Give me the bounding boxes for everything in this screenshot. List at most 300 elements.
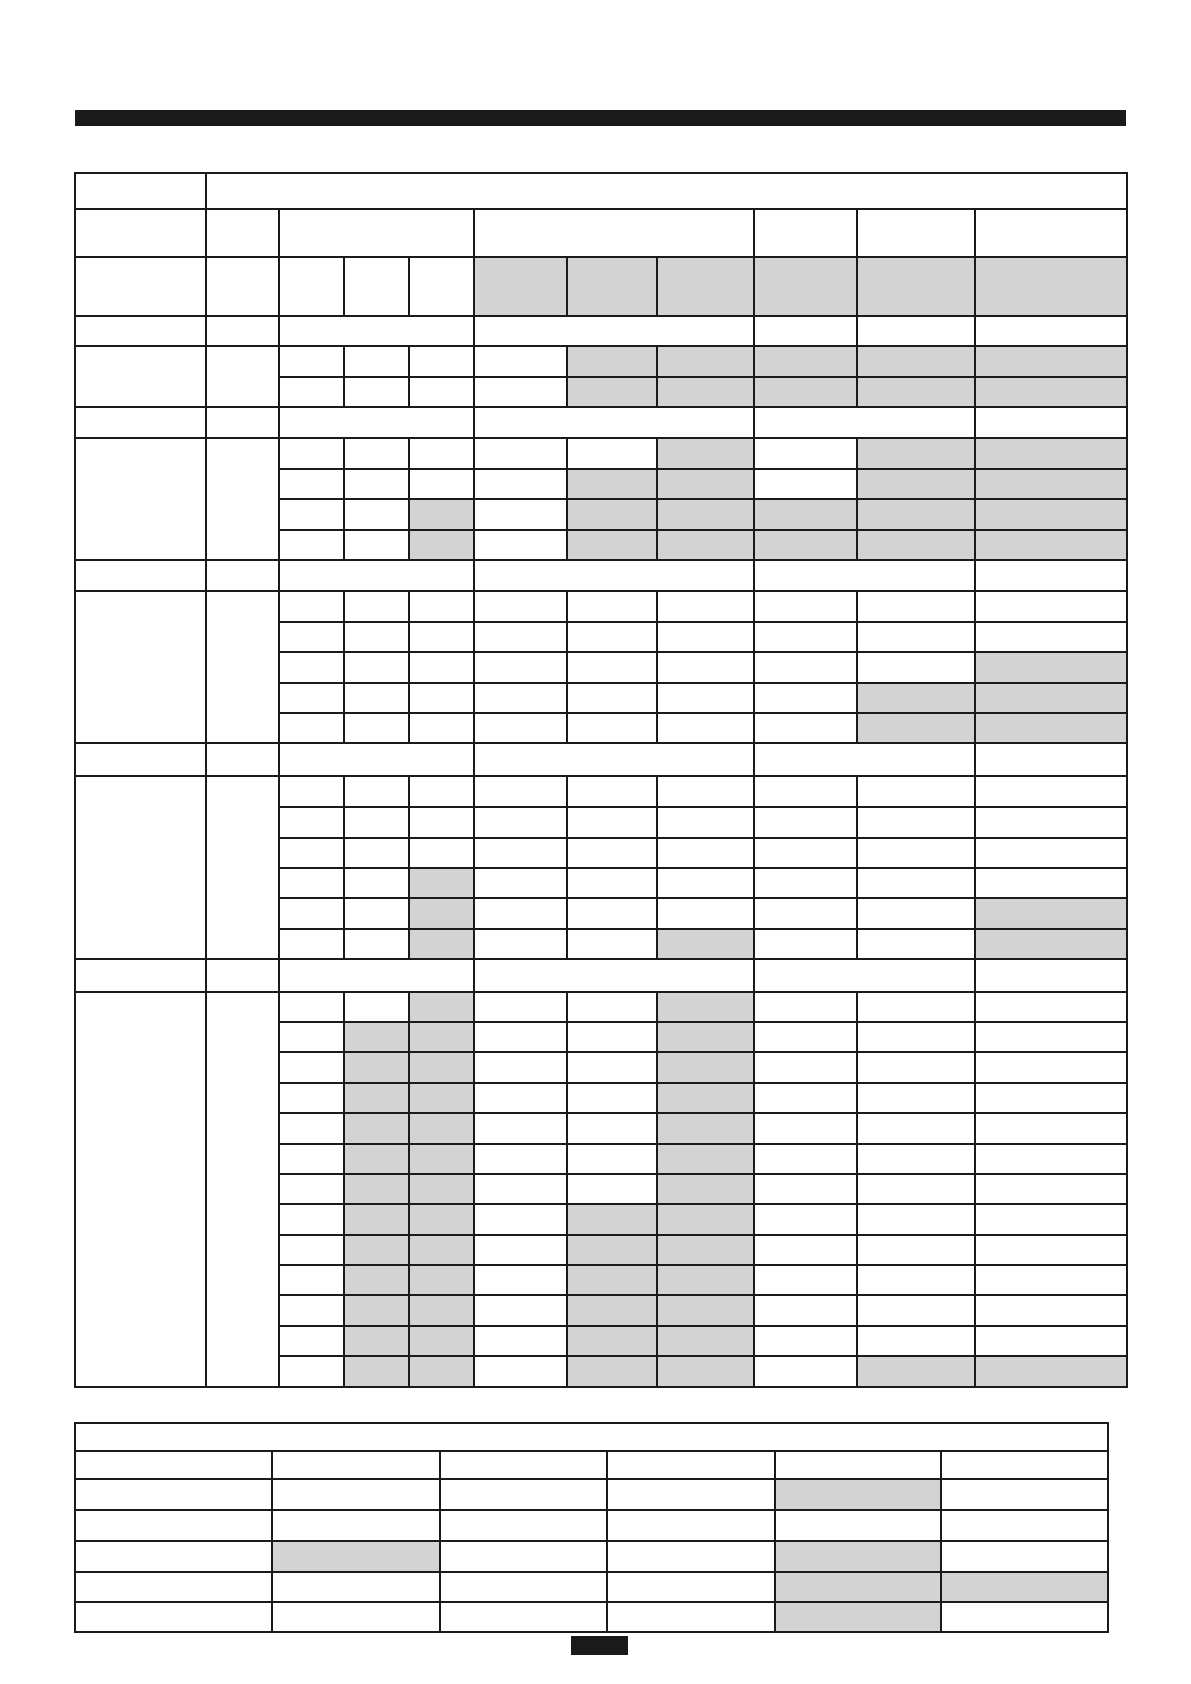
table-cell [657, 868, 754, 898]
table-cell [754, 807, 857, 837]
table-cell [344, 683, 409, 713]
table-cell [206, 257, 279, 316]
shaded-cell [409, 1356, 474, 1387]
table-row [75, 1479, 1108, 1510]
shaded-cell [975, 929, 1127, 959]
table-cell [409, 591, 474, 621]
table-cell [474, 838, 567, 868]
table-cell [206, 209, 279, 257]
table-cell [857, 838, 975, 868]
table-cell [474, 407, 754, 438]
table-cell [206, 959, 279, 991]
table-cell [279, 591, 344, 621]
table-cell [754, 1295, 857, 1325]
table-cell [279, 807, 344, 837]
table-cell [975, 1144, 1127, 1174]
table-cell [941, 1479, 1108, 1510]
table-cell [657, 807, 754, 837]
shaded-cell [344, 1326, 409, 1356]
shaded-cell [975, 499, 1127, 529]
table-cell [474, 743, 754, 775]
shaded-cell [567, 346, 657, 376]
table-cell [474, 1265, 567, 1295]
shaded-cell [754, 499, 857, 529]
table-cell [754, 776, 857, 807]
shaded-cell [657, 1174, 754, 1204]
table-cell [474, 1326, 567, 1356]
table-cell [75, 407, 206, 438]
shaded-cell [344, 1144, 409, 1174]
table-cell [857, 992, 975, 1022]
table-cell [975, 1052, 1127, 1082]
table-cell [344, 377, 409, 407]
table-cell [975, 209, 1127, 257]
table-cell [279, 776, 344, 807]
table-cell [75, 438, 206, 560]
table-cell [754, 1022, 857, 1052]
table-cell [754, 992, 857, 1022]
table-cell [754, 1356, 857, 1387]
table-cell [754, 560, 975, 591]
table-cell [75, 1479, 272, 1510]
table-cell [344, 530, 409, 560]
shaded-cell [657, 1144, 754, 1174]
shaded-cell [567, 1235, 657, 1265]
table-cell [206, 173, 1127, 209]
shaded-cell [657, 1326, 754, 1356]
table-cell [975, 1265, 1127, 1295]
table-row [75, 1602, 1108, 1632]
table-cell [75, 346, 206, 407]
shaded-cell [775, 1572, 941, 1602]
table-cell [279, 838, 344, 868]
table-cell [206, 316, 279, 346]
table-cell [474, 1144, 567, 1174]
table-cell [75, 209, 206, 257]
table-cell [344, 929, 409, 959]
table-cell [279, 713, 344, 743]
table-cell [975, 959, 1127, 991]
shaded-cell [857, 1356, 975, 1387]
table-cell [75, 776, 206, 959]
shaded-cell [975, 898, 1127, 928]
table-cell [754, 1144, 857, 1174]
shaded-cell [344, 1052, 409, 1082]
table-cell [857, 776, 975, 807]
table-cell [567, 591, 657, 621]
table-cell [279, 929, 344, 959]
table-cell [440, 1479, 607, 1510]
shaded-cell [567, 1204, 657, 1234]
shaded-cell [344, 1235, 409, 1265]
table-cell [344, 807, 409, 837]
table-row [75, 1451, 1108, 1479]
table-cell [857, 1174, 975, 1204]
shaded-cell [567, 1326, 657, 1356]
table-row [75, 1572, 1108, 1602]
table-cell [975, 776, 1127, 807]
table-cell [975, 807, 1127, 837]
table-cell [279, 1174, 344, 1204]
table-cell [279, 743, 474, 775]
table-cell [474, 868, 567, 898]
shaded-cell [657, 1265, 754, 1295]
shaded-cell [567, 1265, 657, 1295]
table-cell [344, 499, 409, 529]
table-cell [409, 652, 474, 682]
table-cell [75, 1423, 1108, 1451]
table-cell [279, 1235, 344, 1265]
shaded-cell [975, 438, 1127, 468]
table-row [75, 346, 1127, 376]
table-cell [754, 1265, 857, 1295]
table-cell [975, 838, 1127, 868]
table-cell [279, 1144, 344, 1174]
table-cell [344, 898, 409, 928]
table-cell [857, 1235, 975, 1265]
table-cell [754, 407, 975, 438]
table-cell [272, 1602, 440, 1632]
table-cell [474, 438, 567, 468]
table-cell [409, 377, 474, 407]
table-cell [754, 1204, 857, 1234]
table-cell [474, 898, 567, 928]
shaded-cell [344, 1083, 409, 1113]
table-cell [474, 1235, 567, 1265]
shaded-cell [657, 438, 754, 468]
table-cell [279, 499, 344, 529]
table-cell [75, 173, 206, 209]
table-cell [754, 1174, 857, 1204]
shaded-cell [754, 530, 857, 560]
table-cell [567, 929, 657, 959]
table-cell [75, 1541, 272, 1572]
shaded-cell [975, 1356, 1127, 1387]
shaded-cell [409, 1113, 474, 1143]
table-cell [754, 1052, 857, 1082]
table-cell [567, 868, 657, 898]
summary-table [74, 1422, 1109, 1633]
table-cell [567, 1083, 657, 1113]
table-row [75, 1423, 1108, 1451]
table-cell [474, 713, 567, 743]
shaded-cell [344, 1295, 409, 1325]
table-cell [409, 438, 474, 468]
table-cell [975, 1174, 1127, 1204]
table-cell [272, 1479, 440, 1510]
table-cell [474, 1022, 567, 1052]
table-cell [409, 776, 474, 807]
table-cell [279, 1265, 344, 1295]
table-cell [279, 560, 474, 591]
shaded-cell [409, 1052, 474, 1082]
table-cell [657, 683, 754, 713]
shaded-cell [409, 530, 474, 560]
table-cell [975, 622, 1127, 652]
table-cell [474, 469, 567, 499]
table-cell [279, 469, 344, 499]
shaded-cell [344, 1265, 409, 1295]
table-cell [206, 407, 279, 438]
table-cell [474, 992, 567, 1022]
table-row [75, 992, 1127, 1022]
shaded-cell [857, 713, 975, 743]
table-cell [567, 838, 657, 868]
shaded-cell [409, 1265, 474, 1295]
shaded-cell [657, 1113, 754, 1143]
table-cell [272, 1451, 440, 1479]
section-label-row [75, 560, 1127, 591]
shaded-cell [409, 1204, 474, 1234]
table-cell [344, 868, 409, 898]
table-cell [474, 209, 754, 257]
table-cell [567, 257, 657, 316]
table-cell [474, 683, 567, 713]
table-cell [567, 713, 657, 743]
table-cell [440, 1510, 607, 1541]
table-cell [279, 992, 344, 1022]
table-cell [279, 316, 474, 346]
table-cell [607, 1451, 775, 1479]
table-cell [344, 622, 409, 652]
table-cell [474, 591, 567, 621]
table-cell [344, 776, 409, 807]
table-cell [857, 622, 975, 652]
table-cell [279, 652, 344, 682]
table-cell [279, 377, 344, 407]
table-cell [754, 591, 857, 621]
table-cell [975, 1022, 1127, 1052]
table-cell [474, 1174, 567, 1204]
table-cell [409, 346, 474, 376]
table-cell [206, 743, 279, 775]
table-cell [857, 1052, 975, 1082]
table-cell [279, 407, 474, 438]
shaded-cell [409, 992, 474, 1022]
table-cell [754, 929, 857, 959]
shaded-cell [775, 1602, 941, 1632]
table-cell [657, 838, 754, 868]
shaded-cell [409, 1326, 474, 1356]
table-cell [279, 257, 344, 316]
table-cell [474, 316, 754, 346]
shaded-cell [409, 1083, 474, 1113]
table-cell [857, 868, 975, 898]
shaded-cell [754, 377, 857, 407]
table-cell [344, 713, 409, 743]
shaded-cell [657, 469, 754, 499]
table-cell [754, 316, 857, 346]
table-cell [440, 1541, 607, 1572]
table-cell [754, 868, 857, 898]
table-cell [279, 898, 344, 928]
table-cell [775, 1510, 941, 1541]
table-cell [754, 959, 975, 991]
table-cell [206, 438, 279, 560]
table-cell [567, 1144, 657, 1174]
table-cell [607, 1510, 775, 1541]
table-cell [279, 1113, 344, 1143]
table-cell [279, 438, 344, 468]
table-cell [657, 257, 754, 316]
table-cell [567, 652, 657, 682]
shaded-cell [657, 499, 754, 529]
shaded-cell [975, 377, 1127, 407]
table-cell [344, 346, 409, 376]
shaded-cell [657, 346, 754, 376]
table-cell [754, 652, 857, 682]
shaded-cell [567, 530, 657, 560]
table-cell [474, 499, 567, 529]
table-cell [279, 1295, 344, 1325]
table-cell [409, 469, 474, 499]
table-cell [657, 591, 754, 621]
table-cell [975, 560, 1127, 591]
table-cell [975, 868, 1127, 898]
table-cell [567, 622, 657, 652]
table-cell [279, 1052, 344, 1082]
shaded-cell [857, 683, 975, 713]
table-cell [567, 776, 657, 807]
table-cell [857, 1204, 975, 1234]
table-cell [941, 1451, 1108, 1479]
table-cell [206, 560, 279, 591]
table-row [75, 173, 1127, 209]
table-cell [474, 807, 567, 837]
shaded-cell [344, 1204, 409, 1234]
table-cell [474, 1295, 567, 1325]
table-cell [344, 591, 409, 621]
table-cell [279, 346, 344, 376]
table-cell [279, 868, 344, 898]
shaded-cell [857, 346, 975, 376]
table-cell [754, 683, 857, 713]
table-cell [657, 898, 754, 928]
table-cell [567, 898, 657, 928]
table-cell [474, 776, 567, 807]
shaded-cell [567, 469, 657, 499]
shaded-cell [975, 683, 1127, 713]
table-cell [474, 530, 567, 560]
table-cell [272, 1510, 440, 1541]
table-cell [474, 1083, 567, 1113]
table-cell [975, 992, 1127, 1022]
table-cell [279, 1356, 344, 1387]
table-cell [754, 713, 857, 743]
table-cell [75, 959, 206, 991]
table-cell [857, 209, 975, 257]
table-cell [279, 209, 474, 257]
table-cell [754, 1235, 857, 1265]
table-cell [344, 438, 409, 468]
page-number-tab [571, 1636, 628, 1655]
table-cell [775, 1451, 941, 1479]
table-cell [941, 1541, 1108, 1572]
table-cell [279, 1022, 344, 1052]
table-row [75, 1541, 1108, 1572]
table-cell [754, 622, 857, 652]
shaded-cell [657, 1356, 754, 1387]
shaded-cell [657, 1083, 754, 1113]
table-cell [279, 683, 344, 713]
shaded-cell [857, 438, 975, 468]
table-cell [754, 838, 857, 868]
table-cell [975, 316, 1127, 346]
header-rule [75, 110, 1126, 126]
shaded-cell [657, 1052, 754, 1082]
table-cell [567, 1022, 657, 1052]
table-row [75, 776, 1127, 807]
table-cell [440, 1572, 607, 1602]
table-cell [975, 743, 1127, 775]
table-cell [75, 1572, 272, 1602]
table-cell [857, 1022, 975, 1052]
shaded-cell [657, 1295, 754, 1325]
table-row [75, 591, 1127, 621]
table-cell [279, 1204, 344, 1234]
table-cell [857, 929, 975, 959]
shaded-cell [409, 1022, 474, 1052]
table-cell [754, 898, 857, 928]
table-row [75, 209, 1127, 257]
shaded-cell [409, 1235, 474, 1265]
table-cell [857, 1144, 975, 1174]
table-cell [344, 838, 409, 868]
table-cell [206, 591, 279, 743]
table-cell [279, 530, 344, 560]
table-cell [941, 1602, 1108, 1632]
shaded-cell [857, 499, 975, 529]
table-cell [657, 652, 754, 682]
shaded-cell [775, 1479, 941, 1510]
section-label-row [75, 407, 1127, 438]
table-cell [857, 316, 975, 346]
table-cell [344, 257, 409, 316]
table-cell [567, 807, 657, 837]
table-cell [567, 992, 657, 1022]
shaded-cell [344, 1174, 409, 1204]
table-cell [279, 1326, 344, 1356]
table-cell [409, 683, 474, 713]
shaded-cell [567, 377, 657, 407]
shaded-cell [409, 499, 474, 529]
table-cell [474, 959, 754, 991]
table-cell [857, 1326, 975, 1356]
shaded-cell [975, 713, 1127, 743]
shaded-cell [657, 1022, 754, 1052]
shaded-cell [344, 1022, 409, 1052]
table-cell [754, 1326, 857, 1356]
table-row [75, 257, 1127, 316]
table-cell [754, 209, 857, 257]
table-cell [409, 838, 474, 868]
table-cell [474, 1113, 567, 1143]
table-cell [857, 1083, 975, 1113]
table-cell [75, 316, 206, 346]
table-cell [975, 1083, 1127, 1113]
shaded-cell [567, 1356, 657, 1387]
shaded-cell [409, 1174, 474, 1204]
table-cell [975, 1326, 1127, 1356]
table-cell [409, 713, 474, 743]
table-cell [657, 622, 754, 652]
table-cell [754, 1083, 857, 1113]
shaded-cell [567, 1295, 657, 1325]
table-cell [567, 1052, 657, 1082]
table-cell [409, 257, 474, 316]
shaded-cell [272, 1541, 440, 1572]
shaded-cell [657, 1204, 754, 1234]
